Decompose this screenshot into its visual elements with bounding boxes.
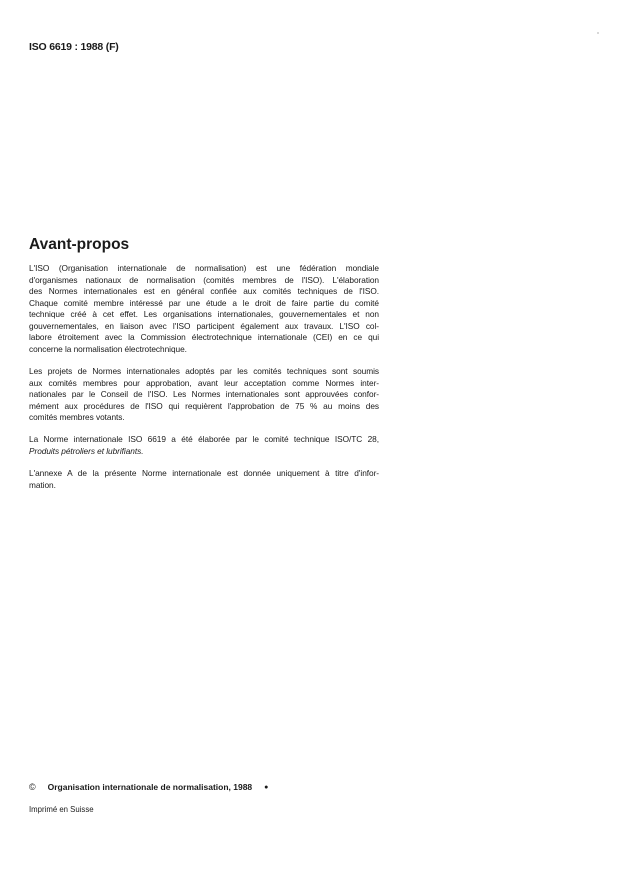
- text-line: L'annexe A de la présente Norme internationale est donnée uniquement à titre d'infor-: [29, 468, 379, 478]
- text-line: concerne la normalisation électrotechnique.: [29, 343, 187, 354]
- text-line: mation.: [29, 479, 56, 490]
- text-line: labore étroitement avec la Commission électrotechnique internationale (CEI) en ce qui: [29, 332, 379, 342]
- text-line: mément aux procédures de l'ISO qui requièrent l'approbation de 75 % au moins des: [29, 400, 379, 411]
- copyright-text: Organisation internationale de normalisation, 1988: [47, 782, 253, 792]
- section-title: Avant-propos: [29, 236, 130, 253]
- printed-location: Imprimé en Suisse: [29, 805, 94, 814]
- copyright-icon: ©: [29, 782, 36, 792]
- bullet-icon: ●: [264, 783, 269, 791]
- text-line: Chaque comité membre intéressé par une étude a le droit de faire partie du comité: [29, 297, 379, 308]
- text-line: La Norme internationale ISO 6619 a été élaborée par le comité technique ISO/TC 28,: [29, 434, 379, 444]
- document-reference: ISO 6619 : 1988 (F): [29, 41, 119, 53]
- text-line: des Normes internationales est en général confiée aux comités techniques de l'ISO.: [29, 286, 379, 296]
- committee-name: Produits pétroliers et lubrifiants.: [29, 445, 144, 456]
- text-line: gouvernementales, en liaison avec l'ISO participent également aux travaux. L'ISO col-: [29, 320, 379, 331]
- paragraph-technical-committee: [29, 434, 379, 457]
- paragraph-annex-note: [29, 468, 379, 491]
- text-line: comités membres votants.: [29, 412, 125, 422]
- text-line: aux comités membres pour approbation, avant leur acceptation comme Normes inter-: [29, 377, 379, 388]
- paragraph-approval-process: [29, 366, 379, 424]
- text-line: Les projets de Normes internationales adoptés par les comités techniques sont soumis: [29, 366, 379, 376]
- paragraph-iso-description: [29, 263, 379, 355]
- scan-speck: [597, 32, 599, 34]
- text-line: technique créé à cet effet. Les organisations internationales, gouvernementales et non: [29, 309, 379, 319]
- text-line: d'organismes nationaux de normalisation (comités membres de l'ISO). L'élaboration: [29, 274, 379, 285]
- text-line: L'ISO (Organisation internationale de normalisation) est une fédération mondiale: [29, 263, 379, 273]
- copyright-notice: [29, 782, 268, 792]
- text-line: nationales par le Conseil de l'ISO. Les Normes internationales sont approuvées confor-: [29, 389, 379, 399]
